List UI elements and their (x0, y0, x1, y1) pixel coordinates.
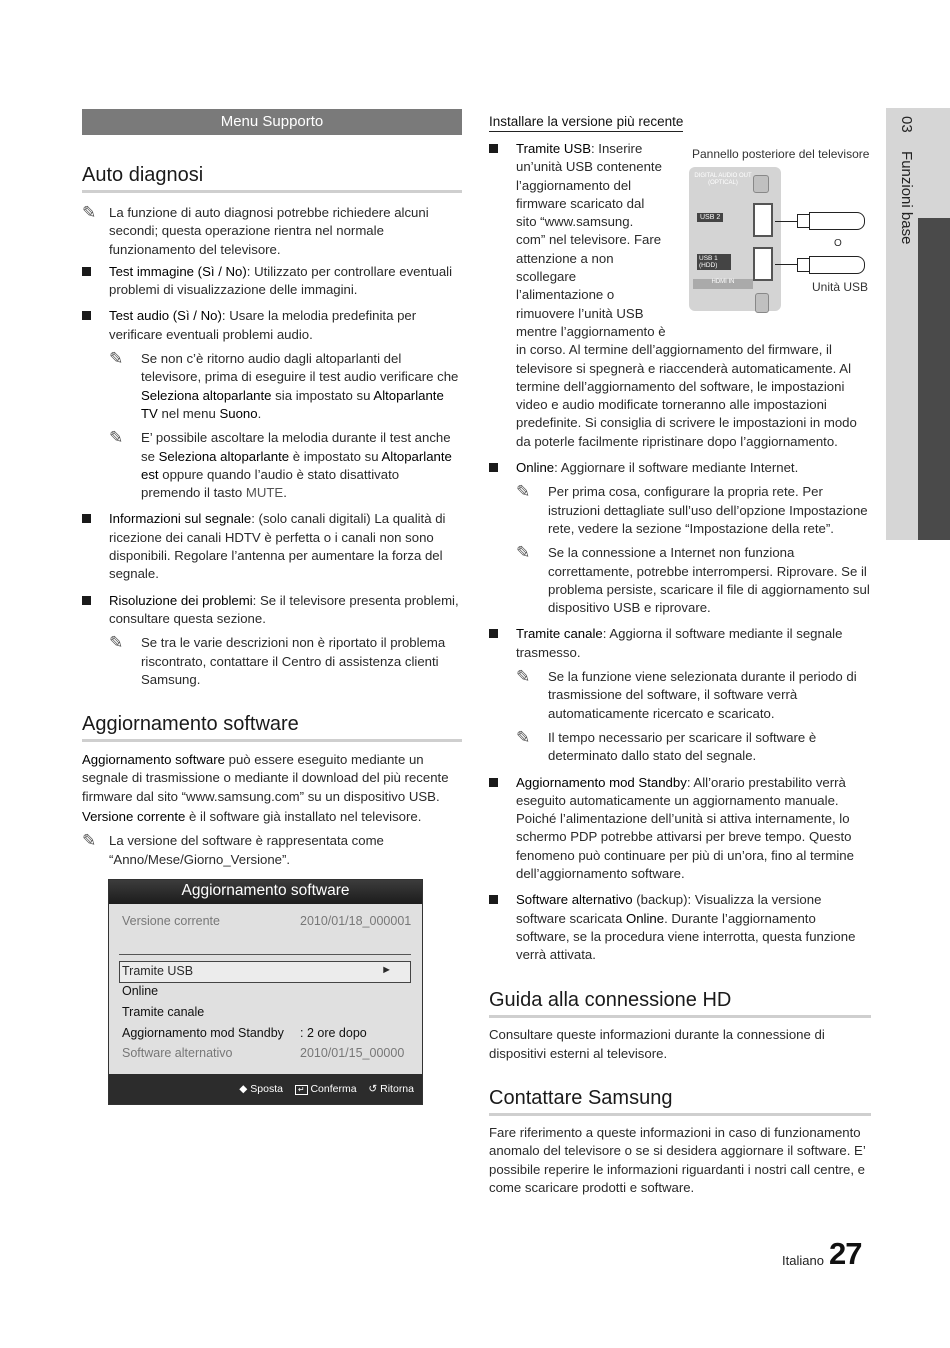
chapter-tab-edge (918, 108, 950, 218)
pencil-icon: ✎ (82, 203, 97, 222)
description: : Aggiornare il software mediante Internet. (554, 460, 799, 476)
term: Online (516, 460, 555, 476)
text: oppure quando l’audio è stato disattivato premendo il tasto (141, 466, 400, 501)
term: Altoparlante TV (141, 387, 444, 421)
pencil-icon: ✎ (109, 349, 124, 369)
left-column (82, 109, 462, 869)
usb-bullet-body (489, 140, 871, 451)
port-label-optical: DIGITAL AUDIO OUT (OPTICAL) (694, 173, 752, 186)
arrow-right-icon: ► (381, 964, 392, 976)
footer-confirm: Conferma (310, 1083, 357, 1095)
menu-value-alternativo: 2010/01/15_00000 (300, 1046, 405, 1060)
menu-value-standby: : 2 ore dopo (300, 1026, 367, 1040)
chapter-tab-marker (918, 218, 950, 540)
term: Online (625, 910, 665, 926)
term: Tramite canale (516, 626, 603, 642)
section-bar-menu-supporto: Menu Supporto (82, 109, 462, 135)
list-item-risoluzione-problemi (82, 592, 462, 689)
text: è il software già installato nel televisore. (185, 809, 422, 825)
term: Software alternativo (516, 892, 633, 908)
osd-menu-title: Aggiornamento software (109, 880, 422, 904)
menu-label-versione: Versione corrente (122, 914, 220, 928)
port-label-hdmi: HDMI IN (693, 279, 753, 289)
note-audio-1 (109, 350, 462, 423)
page-number: 27 (829, 1236, 862, 1271)
list-item-test-immagine (82, 263, 462, 300)
term: Tramite USB (516, 141, 591, 156)
tv-panel-caption: Pannello posteriore del televisore (692, 147, 870, 161)
paragraph-versione (82, 808, 462, 826)
menu-value-versione: 2010/01/18_000001 (300, 914, 412, 928)
menu-item-online[interactable]: Online (122, 984, 159, 998)
pencil-icon: ✎ (516, 543, 531, 563)
list-item-online (489, 459, 871, 617)
footer-move: Sposta (250, 1083, 283, 1095)
note-versione-formato (82, 832, 462, 869)
heading-installare: Installare la versione più recente (489, 114, 683, 132)
list-item-software-alternativo (489, 891, 871, 964)
square-bullet-icon (489, 778, 498, 787)
text: (backup): Visualizza la versione software scaricata (516, 892, 822, 926)
chapter-number: 03 (898, 116, 915, 133)
square-bullet-icon (82, 311, 91, 320)
term: Seleziona altoparlante (141, 387, 272, 403)
return-icon: ↺ (368, 1083, 378, 1095)
heading-auto-diagnosi: Auto diagnosi (82, 164, 462, 193)
term: Aggiornamento mod Standby (516, 774, 687, 790)
osd-menu-footer (109, 1074, 422, 1104)
description: : Inserire un’unità USB contenente l’aggiornamento del firmware scaricato dal sito “www.samsung. com” nel televisore. Fare attenzione a non scollegare l’alimentazione o rimuovere l’unità USB mentre l’aggiornamento è in corso. Al termine dell’aggiornamento del firmware, il televisore si spegnerà e riaccenderà automaticamente. Al termine dell’aggiornamento del software, le impostazioni video e audio modificate torneranno alle impostazioni predefinite. Si consiglia di scrivere le impostazioni in modo da poterle facilmente ripristinare dopo l’aggiornamento. (516, 141, 857, 449)
list-item-tramite-canale (489, 625, 871, 765)
note-text: La funzione di auto diagnosi potrebbe richiedere alcuni secondi; questa operazione rientra nel normale funzionamento del televisore. (109, 205, 429, 257)
pencil-icon: ✎ (109, 633, 124, 653)
list-item-standby (489, 774, 871, 884)
term: Suono (219, 405, 258, 421)
paragraph-aggiornamento (82, 751, 462, 806)
text: . (257, 405, 262, 421)
list-item-informazioni-segnale (82, 510, 462, 583)
note-text: Se la connessione a Internet non funziona correttamente, potrebbe interrompersi. Riprovare. Se il problema persiste, scaricare il file di aggiornamento sul dispositivo USB e riprovare. (548, 545, 870, 616)
note-text: La versione del software è rappresentata come “Anno/Mese/Giorno_Versione”. (109, 833, 384, 867)
note-online-1 (516, 483, 871, 538)
description: : Usare la melodia predefinita per verificare eventuali problemi audio. (109, 308, 417, 342)
description: : All’orario prestabilito verrà eseguito automaticamente un aggiornamento manuale. Poiché l’alimentazione dell’unità si attiva internamente, lo schermo PDP potrebbe attivarsi per breve tempo. Questo fenomeno può continuare per più di un’ora, fino al termine dell’aggiornamento software. (516, 774, 854, 881)
text: . (283, 485, 287, 501)
description: : Utilizzato per controllare eventuali problemi di visualizzazione delle immagini. (109, 263, 453, 298)
right-column (489, 140, 871, 1197)
square-bullet-icon (489, 629, 498, 638)
menu-divider (119, 954, 411, 955)
term: Aggiornamento software (82, 752, 225, 768)
menu-item-tramite-canale[interactable]: Tramite canale (122, 1005, 205, 1019)
text: . Durante l’aggiornamento software, se la procedura viene interrotta, questa funzione verrà attivata. (516, 910, 856, 963)
menu-item-standby[interactable]: Aggiornamento mod Standby (122, 1026, 284, 1040)
text: può essere eseguito mediante un segnale di trasmissione o mediante il download del più recente firmware dal sito “www.samsung.com” su un dispositivo USB. (82, 752, 449, 804)
square-bullet-icon (489, 463, 498, 472)
key-name: MUTE (245, 485, 284, 501)
menu-item-software-alternativo[interactable]: Software alternativo (122, 1046, 233, 1060)
text: nel menu (157, 405, 220, 421)
text: Se non c’è ritorno audio dagli altoparlanti del televisore, prima di eseguire il test audio verificare che (141, 351, 459, 385)
square-bullet-icon (489, 895, 498, 904)
term: Test audio (Sì / No) (109, 308, 222, 324)
heading-contattare-samsung: Contattare Samsung (489, 1087, 871, 1116)
osd-menu-aggiornamento (108, 879, 423, 1105)
description: : Aggiorna il software mediante il segnale trasmesso. (516, 626, 843, 660)
list-item-test-audio (82, 307, 462, 502)
term: Risoluzione dei problemi (109, 592, 253, 608)
footer-back: Ritorna (380, 1083, 414, 1095)
updown-icon: ◆ (239, 1083, 248, 1095)
heading-aggiornamento-software: Aggiornamento software (82, 713, 462, 742)
description: : Se il televisore presenta problemi, consultare questa sezione. (109, 592, 459, 626)
note-text: Il tempo necessario per scaricare il software è determinato dallo stato del segnale. (548, 729, 817, 764)
term: Altoparlante est (141, 448, 452, 482)
note-text: Se tra le varie descrizioni non è riportato il problema riscontrato, contattare il Centro di assistenza clienti Samsung. (141, 635, 446, 687)
square-bullet-icon (82, 596, 91, 605)
term: Informazioni sul segnale (109, 511, 252, 527)
port-label-usb2: USB 2 (697, 213, 723, 222)
menu-item-tramite-usb[interactable] (119, 961, 411, 983)
square-bullet-icon (82, 514, 91, 523)
note-canale-1 (516, 668, 871, 723)
menu-item-label: Tramite USB (122, 964, 194, 978)
note-audio-2 (109, 429, 462, 502)
port-label-usb1: USB 1 (HDD) (697, 254, 731, 270)
paragraph-guida-hd: Consultare queste informazioni durante la connessione di dispositivi esterni al televisore. (489, 1027, 825, 1061)
description: : (solo canali digitali) La qualità di ricezione dei canali HDTV è perfetta o i canali non sono disponibili. Regolare l’antenna per aumentare la forza del segnale. (109, 511, 446, 582)
paragraph-contattare: Fare riferimento a queste informazioni in caso di funzionamento anomalo del televisore o se si desidera aggiornare il software. E’ possibile reperire le informazioni riguardanti i nostri call centre, e come scaricare prodotti e software. (489, 1125, 866, 1195)
term: Test immagine (Sì / No) (109, 263, 247, 279)
term: Seleziona altoparlante (158, 448, 290, 464)
square-bullet-icon (82, 267, 91, 276)
pencil-icon: ✎ (82, 831, 97, 851)
usb-drive-caption: Unità USB (812, 280, 869, 294)
note-canale-2 (516, 729, 871, 766)
pencil-icon: ✎ (516, 727, 531, 747)
chapter-label (887, 116, 917, 316)
footer-language: Italiano (782, 1253, 824, 1268)
text: E’ possibile ascoltare la melodia durante il test anche se (141, 430, 451, 464)
enter-icon: ↵ (295, 1085, 308, 1095)
note-auto-diagnosi (82, 204, 462, 259)
term: Versione corrente (82, 809, 186, 825)
text: è impostato su (289, 448, 382, 464)
diagram-float-spacer (666, 140, 871, 323)
chapter-name: Funzioni base (898, 151, 915, 245)
pencil-icon: ✎ (516, 482, 531, 502)
pencil-icon: ✎ (109, 428, 124, 448)
pencil-icon: ✎ (516, 667, 531, 687)
or-label: O (834, 238, 842, 249)
note-text: Per prima cosa, configurare la propria rete. Per istruzioni dettagliate sull’uso dell’opzione Impostazione rete, vedere la sezione “Impostazione della rete”. (548, 484, 868, 536)
note-online-2 (516, 544, 871, 617)
text: sia impostato su (271, 387, 374, 403)
note-risoluzione (109, 634, 462, 689)
heading-guida-hd: Guida alla connessione HD (489, 989, 871, 1018)
note-text: Se la funzione viene selezionata durante il periodo di trasmissione del software, il software verrà automaticamente ricercato e scaricato. (548, 669, 857, 721)
